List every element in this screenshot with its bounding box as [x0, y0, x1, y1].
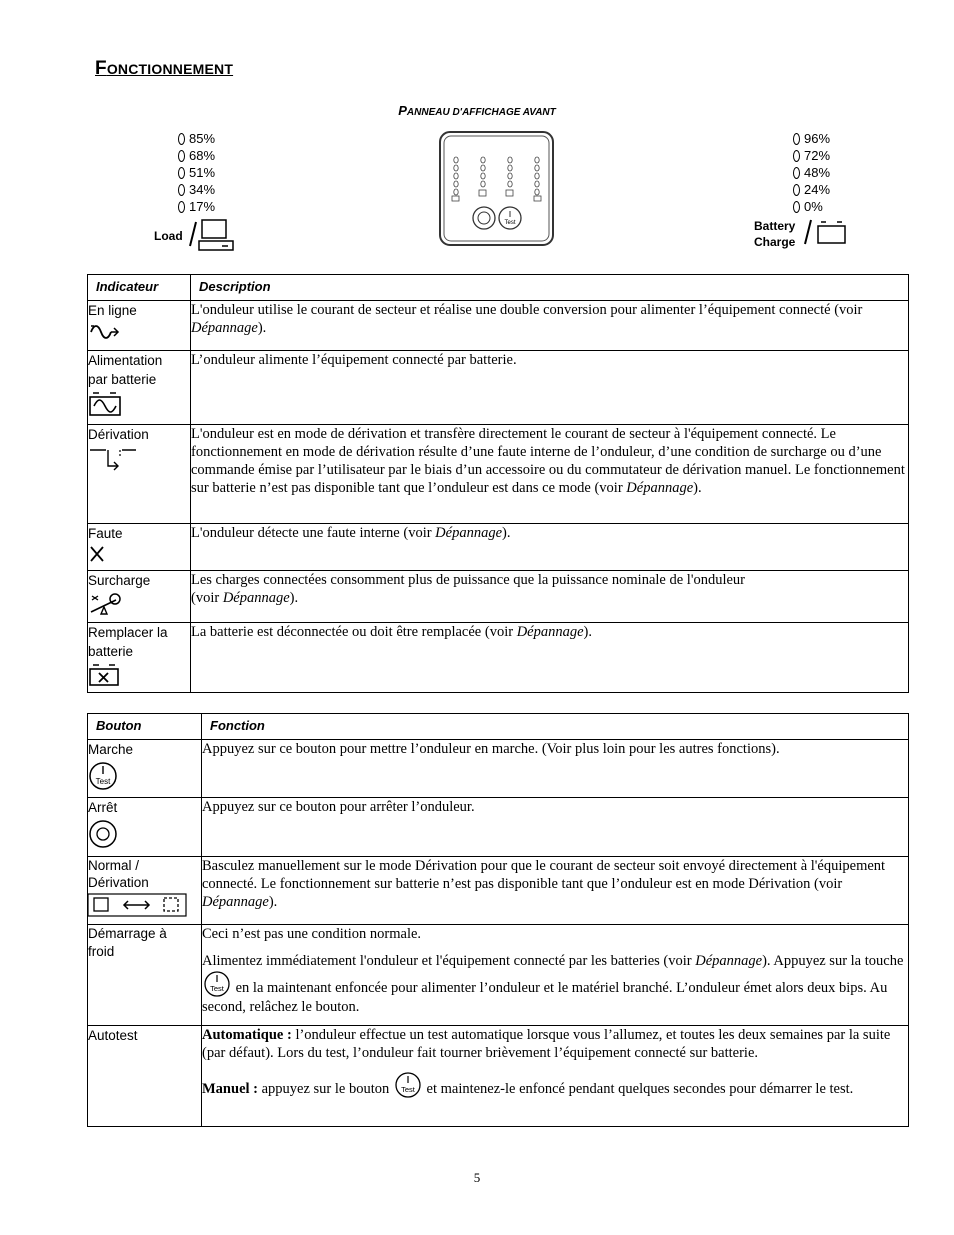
button-column-header: Bouton	[88, 714, 202, 740]
battery-level-item: 24%	[793, 181, 830, 198]
fault-x-icon	[88, 545, 108, 563]
front-panel-drawing	[438, 130, 556, 248]
load-label: Load	[154, 229, 183, 243]
load-levels	[178, 130, 215, 215]
load-level-item: 68%	[178, 147, 215, 164]
normal-bypass-switch-icon	[87, 893, 187, 917]
table-row: Normal / Dérivation Basculez manuellement sur le mode Dérivation pour que le courant de secteur soit envoyé directement à l'équipement connecté. Le fonctionnement sur batterie n’est pas disponible tant que l’onduleur est en mode Dérivation (voir Dépannage).	[88, 857, 909, 925]
overload-seesaw-icon	[88, 592, 122, 616]
load-level-item: 85%	[178, 130, 215, 147]
off-button-icon	[88, 819, 122, 851]
svg-text:Test: Test	[401, 1085, 415, 1094]
test-button-inline-icon	[202, 970, 232, 998]
svg-text:Test: Test	[210, 984, 224, 993]
indicator-column-header: Indicateur	[88, 275, 191, 301]
table-row: Alimentation par batterie L’onduleur alimente l’équipement connecté par batterie.	[88, 351, 909, 425]
table-row: Marche Test Appuyez sur ce bouton pour mettre l’onduleur en marche. (Voir plus loin pour les autres fonctions).	[88, 740, 909, 798]
load-level-item: 34%	[178, 181, 215, 198]
on-test-button-icon	[88, 761, 122, 793]
load-level-item: 51%	[178, 164, 215, 181]
battery-power-icon	[88, 391, 124, 417]
load-level-item: 17%	[178, 198, 215, 215]
replace-battery-icon	[88, 663, 122, 687]
table-row: Arrêt Appuyez sur ce bouton pour arrêter l’onduleur.	[88, 798, 909, 857]
battery-level-item: 48%	[793, 164, 830, 181]
panel-subtitle: PANNEAU D'AFFICHAGE AVANT	[398, 103, 556, 118]
table-row: En ligne L'onduleur utilise le courant de secteur et réalise une double conversion pour alimenter l’équipement connecté (voir Dépannage).	[88, 301, 909, 351]
table-row: Faute L'onduleur détecte une faute interne (voir Dépannage).	[88, 524, 909, 571]
online-sine-icon	[88, 322, 122, 340]
table-row: Autotest Automatique : l’onduleur effectue un test automatique lorsque vous l’allumez, et toutes les deux semaines par la suite (par défaut). Lors du test, l’onduleur fait tourner brièvement l’équipement connecté sur batterie. Manuel : appuyez sur le bouton Test et maintenez-le enfoncé pendant quelques secondes pour démarrer le test.	[88, 1026, 909, 1127]
battery-level-item: 96%	[793, 130, 830, 147]
table-row: Surcharge Les charges connectées consomment plus de puissance que la puissance nominale de l'onduleur (voir Dépannage).	[88, 571, 909, 623]
function-column-header: Fonction	[202, 714, 909, 740]
page-title: FONCTIONNEMENT	[95, 58, 234, 79]
svg-text:Test: Test	[504, 220, 516, 226]
table-row: Dérivation L'onduleur est en mode de dérivation et transfère directement le courant de secteur à l'équipement connecté. Le fonctionnement en mode de dérivation résulte d’une faute interne de l’onduleur, d’une condition de surcharge ou d’une commande émise par l’utilisateur par le biais d’un accessoire ou du commutateur de dérivation manuel. Le fonctionnement sur batterie n’est pas disponible tant que l’onduleur est dans ce mode (voir Dépannage).	[88, 425, 909, 524]
table-row: Démarrage à froid Ceci n’est pas une condition normale. Alimentez immédiatement l'onduleur et l'équipement connecté par les batteries (voir Dépannage). Appuyez sur la touche Test en la maintenant enfoncée pour alimenter l’onduleur et le matériel branché. L’onduleur émet alors deux bips. Au second, relâchez le bouton.	[88, 925, 909, 1026]
battery-levels	[793, 130, 830, 215]
svg-text:Test: Test	[95, 777, 111, 786]
test-button-inline-icon	[393, 1071, 423, 1099]
description-column-header: Description	[191, 275, 909, 301]
battery-charge-label: Battery Charge	[754, 219, 796, 249]
battery-level-item: 72%	[793, 147, 830, 164]
battery-icon	[802, 218, 850, 248]
bypass-icon	[88, 446, 138, 472]
load-computer-icon	[188, 218, 238, 252]
button-table	[87, 713, 909, 1127]
battery-level-item: 0%	[793, 198, 830, 215]
page-number: 5	[473, 1170, 481, 1185]
table-row: Remplacer la batterie La batterie est déconnectée ou doit être remplacée (voir Dépannage).	[88, 623, 909, 693]
indicator-table	[87, 274, 909, 693]
